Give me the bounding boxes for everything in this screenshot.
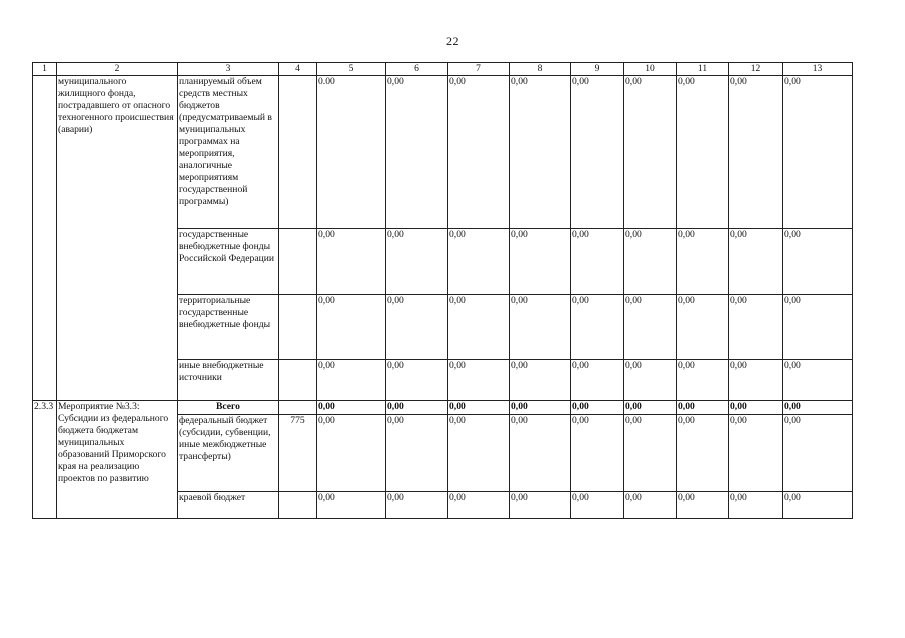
value-cell: 0,00: [386, 229, 448, 295]
value-cell: 0,00: [571, 401, 624, 415]
value-cell: 0,00: [677, 401, 729, 415]
value-cell: 0,00: [510, 360, 571, 401]
value-cell: 0,00: [571, 360, 624, 401]
value-cell: 0,00: [729, 229, 783, 295]
value-cell: 0.00: [317, 76, 386, 229]
page-number: 22: [446, 34, 459, 48]
code-cell: 775: [279, 415, 317, 492]
value-cell: 0,00: [729, 415, 783, 492]
value-cell: 0,00: [783, 76, 853, 229]
column-header: 11: [677, 63, 729, 76]
value-cell: 0,00: [510, 76, 571, 229]
value-cell: 0,00: [571, 295, 624, 360]
row-number-cell: 2.3.3: [33, 401, 57, 519]
code-cell: [279, 401, 317, 415]
row-number-cell: [33, 76, 57, 401]
value-cell: 0,00: [624, 229, 677, 295]
value-cell: 0,00: [386, 76, 448, 229]
code-cell: [279, 492, 317, 519]
funding-source-cell: Всего: [178, 401, 279, 415]
column-header: 13: [783, 63, 853, 76]
value-cell: 0,00: [677, 295, 729, 360]
funding-source-cell: федеральный бюджет (субсидии, субвенции, иные межбюджетные трансферты): [178, 415, 279, 492]
column-header: 8: [510, 63, 571, 76]
value-cell: 0,00: [624, 415, 677, 492]
value-cell: 0,00: [783, 295, 853, 360]
code-cell: [279, 76, 317, 229]
value-cell: 0,00: [386, 415, 448, 492]
value-cell: 0,00: [729, 295, 783, 360]
column-header: 4: [279, 63, 317, 76]
value-cell: 0,00: [448, 492, 510, 519]
value-cell: 0,00: [386, 401, 448, 415]
value-cell: 0,00: [510, 415, 571, 492]
value-cell: 0,00: [317, 492, 386, 519]
value-cell: 0,00: [448, 401, 510, 415]
value-cell: 0,00: [729, 401, 783, 415]
value-cell: 0,00: [386, 360, 448, 401]
value-cell: 0,00: [677, 76, 729, 229]
value-cell: 0,00: [448, 76, 510, 229]
code-cell: [279, 229, 317, 295]
value-cell: 0,00: [677, 360, 729, 401]
value-cell: 0,00: [386, 492, 448, 519]
value-cell: 0,00: [783, 229, 853, 295]
value-cell: 0,00: [783, 360, 853, 401]
value-cell: 0,00: [317, 360, 386, 401]
value-cell: 0,00: [571, 415, 624, 492]
value-cell: 0,00: [729, 76, 783, 229]
value-cell: 0,00: [677, 492, 729, 519]
funding-source-cell: краевой бюджет: [178, 492, 279, 519]
column-header: 2: [57, 63, 178, 76]
column-header: 7: [448, 63, 510, 76]
value-cell: 0,00: [571, 229, 624, 295]
value-cell: 0,00: [448, 360, 510, 401]
value-cell: 0,00: [571, 492, 624, 519]
table-row: [33, 76, 853, 229]
code-cell: [279, 295, 317, 360]
value-cell: 0,00: [317, 401, 386, 415]
value-cell: 0,00: [317, 415, 386, 492]
value-cell: 0,00: [510, 229, 571, 295]
value-cell: 0,00: [510, 492, 571, 519]
value-cell: 0,00: [448, 415, 510, 492]
budget-table: [32, 62, 853, 519]
description-cell: муниципального жилищного фонда, пострадавшего от опасного техногенного происшествия (аварии): [57, 76, 178, 401]
column-header: 1: [33, 63, 57, 76]
value-cell: 0,00: [510, 295, 571, 360]
value-cell: 0,00: [448, 229, 510, 295]
column-header: 9: [571, 63, 624, 76]
column-header: 5: [317, 63, 386, 76]
funding-source-cell: иные внебюджетные источники: [178, 360, 279, 401]
funding-source-cell: планируемый объем средств местных бюджетов (предусматриваемый в муниципальных программах на мероприятия, аналогичные мероприятиям государственной программы): [178, 76, 279, 229]
value-cell: 0,00: [317, 229, 386, 295]
value-cell: 0,00: [729, 492, 783, 519]
value-cell: 0,00: [624, 360, 677, 401]
description-cell: Мероприятие №3.3: Субсидии из федерального бюджета бюджетам муниципальных образований Приморского края на реализацию проектов по развитию: [57, 401, 178, 519]
value-cell: 0,00: [624, 492, 677, 519]
value-cell: 0,00: [624, 76, 677, 229]
value-cell: 0,00: [317, 295, 386, 360]
column-header: 6: [386, 63, 448, 76]
value-cell: 0,00: [624, 295, 677, 360]
column-header: 12: [729, 63, 783, 76]
value-cell: 0,00: [783, 401, 853, 415]
value-cell: 0,00: [510, 401, 571, 415]
value-cell: 0,00: [783, 415, 853, 492]
column-header: 3: [178, 63, 279, 76]
value-cell: 0,00: [677, 229, 729, 295]
value-cell: 0,00: [677, 415, 729, 492]
value-cell: 0,00: [729, 360, 783, 401]
column-header: 10: [624, 63, 677, 76]
funding-source-cell: территориальные государственные внебюджетные фонды: [178, 295, 279, 360]
code-cell: [279, 360, 317, 401]
value-cell: 0,00: [448, 295, 510, 360]
value-cell: 0,00: [783, 492, 853, 519]
funding-source-cell: государственные внебюджетные фонды Российской Федерации: [178, 229, 279, 295]
value-cell: 0,00: [571, 76, 624, 229]
total-row: [33, 401, 853, 415]
value-cell: 0,00: [624, 401, 677, 415]
column-header-row: [33, 63, 853, 76]
value-cell: 0,00: [386, 295, 448, 360]
